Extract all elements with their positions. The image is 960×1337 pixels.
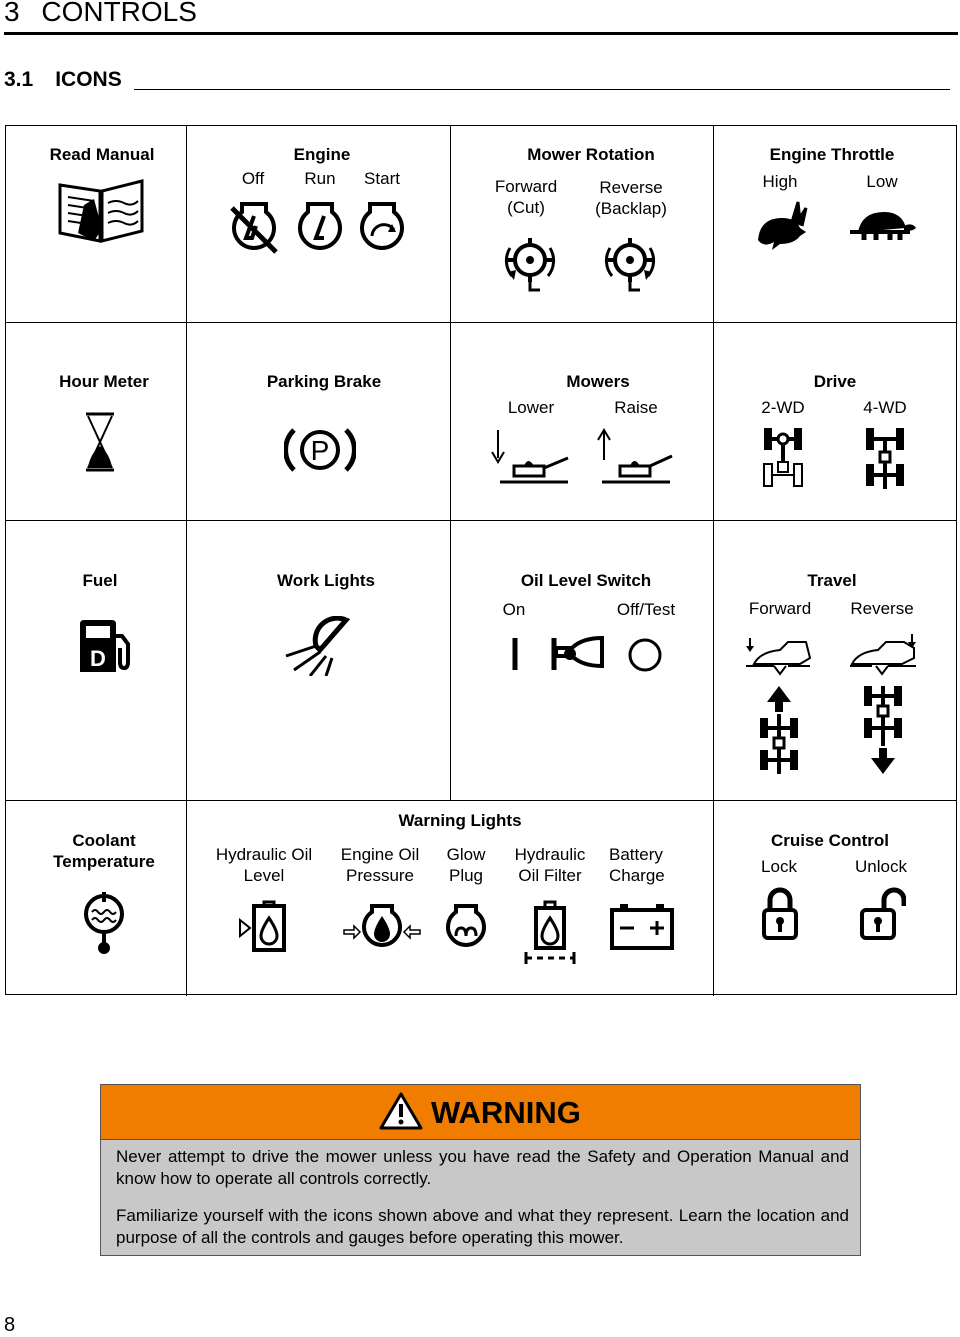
warning-header (101, 1085, 860, 1140)
battery-icon (610, 902, 674, 952)
section-number: 3.1 (4, 68, 34, 91)
coolant-temperature-icon (82, 890, 126, 956)
travel-forward-label: Forward (748, 599, 812, 618)
mower-reverse-icon (600, 232, 660, 294)
section-title: ICONS (55, 68, 122, 91)
engine-off-label: Off (241, 169, 265, 188)
switch-on-icon (510, 636, 520, 672)
travel-reverse-vehicle-icon (862, 684, 904, 776)
parking-brake-label: Parking Brake (266, 372, 382, 391)
engine-oil-pressure-label-2: Pressure (345, 866, 415, 885)
battery-charge-label-1: Battery (609, 845, 663, 864)
hourglass-icon (84, 412, 116, 472)
hydraulic-oil-level-icon (238, 900, 288, 952)
parking-brake-letter: P (310, 435, 330, 466)
throttle-high-label: High (762, 172, 798, 191)
engine-run-icon (294, 198, 346, 256)
mower-forward-icon (500, 232, 560, 294)
fuel-letter: D (90, 646, 106, 671)
page-number: 8 (4, 1314, 16, 1336)
read-manual-label: Read Manual (49, 145, 155, 164)
warning-triangle-icon (379, 1091, 423, 1131)
drive-4wd-label: 4-WD (863, 398, 907, 417)
unlock-icon (858, 886, 906, 942)
travel-label: Travel (807, 571, 857, 590)
mowers-label: Mowers (566, 372, 630, 391)
warning-paragraph-1: Never attempt to drive the mower unless you have read the Safety and Operation Manual and know how to operate all controls correctly. (116, 1147, 849, 1188)
drive-2wd-label: 2-WD (761, 398, 805, 417)
cruise-unlock-label: Unlock (855, 857, 907, 876)
parking-brake-icon (284, 424, 356, 476)
glow-plug-label-2: Plug (448, 866, 484, 885)
cruise-control-label: Cruise Control (770, 831, 890, 850)
hydraulic-oil-level-label-2: Level (243, 866, 285, 885)
table-divider (186, 126, 187, 996)
turtle-icon (848, 208, 918, 244)
hydraulic-oil-filter-label-2: Oil Filter (518, 866, 582, 885)
table-divider (450, 126, 451, 800)
mowers-lower-icon (488, 426, 574, 486)
engine-throttle-label: Engine Throttle (769, 145, 895, 164)
mower-forward-label: Forward (494, 177, 558, 196)
warning-title: WARNING (431, 1095, 581, 1130)
cruise-lock-label: Lock (761, 857, 797, 876)
battery-charge-label-2: Charge (609, 866, 665, 885)
hydraulic-oil-filter-icon (522, 898, 578, 966)
coolant-label-line1: Coolant (72, 831, 136, 850)
mower-reverse-label: Reverse (599, 178, 663, 197)
drive-2wd-icon (760, 424, 806, 492)
travel-reverse-label: Reverse (850, 599, 914, 618)
engine-start-icon (356, 198, 408, 256)
hydraulic-oil-level-label-1: Hydraulic Oil (215, 845, 313, 864)
chapter-title: CONTROLS (41, 0, 197, 27)
drive-label: Drive (813, 372, 857, 391)
engine-oil-pressure-icon (342, 902, 422, 952)
glow-plug-label-1: Glow (446, 845, 486, 864)
table-divider (713, 126, 714, 996)
mowers-lower-label: Lower (507, 398, 555, 417)
chapter-number: 3 (4, 0, 20, 27)
mowers-raise-label: Raise (614, 398, 658, 417)
mower-forward-sub-label: (Cut) (507, 198, 545, 217)
engine-run-label: Run (304, 169, 336, 188)
warning-box (100, 1084, 861, 1256)
table-divider (6, 520, 956, 521)
read-manual-icon (56, 175, 146, 243)
hydraulic-oil-filter-label-1: Hydraulic (514, 845, 586, 864)
chapter-heading (4, 0, 197, 28)
drive-4wd-icon (862, 424, 908, 492)
fuel-label: Fuel (82, 571, 118, 590)
table-divider (6, 322, 956, 323)
coolant-label-line2: Temperature (53, 852, 155, 871)
chapter-rule (4, 32, 958, 35)
engine-start-label: Start (364, 169, 400, 188)
travel-forward-vehicle-icon (758, 684, 800, 776)
table-divider (6, 800, 956, 801)
engine-label: Engine (293, 145, 351, 164)
oil-switch-on-label: On (502, 600, 526, 619)
section-rule (134, 89, 950, 90)
warning-paragraph-2: Familiarize yourself with the icons shown above and what they represent. Learn the location and purpose of all the controls and gauges before operating this mower. (116, 1206, 849, 1247)
mower-reverse-sub-label: (Backlap) (595, 199, 667, 218)
travel-reverse-pedal-icon (848, 632, 918, 676)
section-heading (4, 68, 122, 92)
travel-forward-pedal-icon (744, 636, 814, 676)
mower-rotation-label: Mower Rotation (527, 145, 655, 164)
warning-lights-label: Warning Lights (398, 811, 522, 830)
fuel-pump-icon (76, 618, 134, 674)
hour-meter-label: Hour Meter (59, 372, 149, 391)
engine-oil-pressure-label-1: Engine Oil (340, 845, 420, 864)
engine-off-icon (228, 198, 280, 256)
work-light-icon (280, 616, 350, 676)
oil-switch-off-test-label: Off/Test (616, 600, 676, 619)
lock-icon (760, 886, 800, 942)
oil-level-switch-label: Oil Level Switch (520, 571, 652, 590)
throttle-low-label: Low (866, 172, 898, 191)
glow-plug-icon (444, 902, 488, 952)
work-lights-label: Work Lights (277, 571, 375, 590)
rabbit-icon (752, 200, 808, 250)
oil-can-horn-icon (550, 634, 606, 674)
mowers-raise-icon (594, 426, 680, 486)
switch-off-test-icon (626, 636, 664, 674)
